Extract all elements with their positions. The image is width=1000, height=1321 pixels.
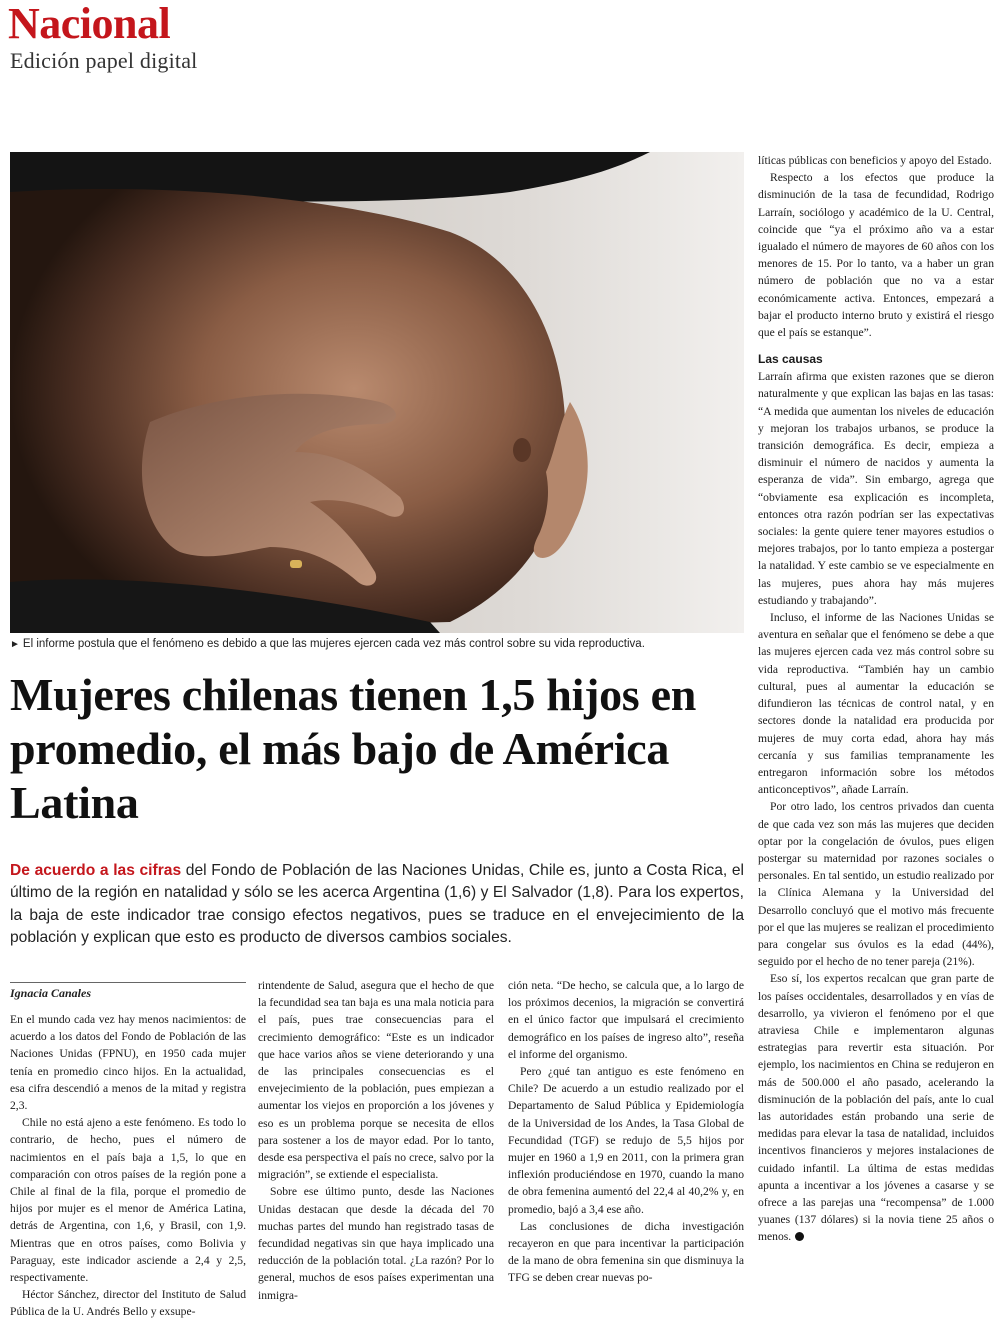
paragraph: Respecto a los efectos que produce la disminución de la tasa de fecundidad, Rodrigo Larraín, sociólogo y académico de la U. Central, coincide que “ya el próximo año va a estar igualado el número de mayores de 60 años con los menores de 15. Por lo tanto, va a haber un gran número de población que no va a estar económicamente activa. Entonces, empezará a bajar el producto interno bruto y existirá el riesgo que el país se estanque”. bbox=[758, 171, 994, 340]
body-column-4 bbox=[758, 152, 994, 1246]
byline: Ignacia Canales bbox=[10, 986, 92, 1000]
article-headline: Mujeres chilenas tienen 1,5 hijos en promedio, el más bajo de América Latina bbox=[10, 669, 696, 828]
byline-divider bbox=[10, 982, 246, 983]
lede-lead-in: De acuerdo a las cifras bbox=[10, 862, 182, 879]
paragraph: Héctor Sánchez, director del Instituto de Salud Pública de la U. Andrés Bello y exsupe- bbox=[10, 1288, 246, 1319]
article-lede bbox=[10, 860, 744, 950]
subhead-las-causas: Las causas bbox=[758, 352, 823, 367]
photo-caption bbox=[10, 638, 744, 650]
paragraph: líticas públicas con beneficios y apoyo del Estado. bbox=[758, 154, 992, 167]
pregnancy-photo bbox=[10, 152, 744, 633]
paragraph: Las conclusiones de dicha investigación recayeron en que para incentivar la participación de la mano de obra femenina sin que disminuya la TFG se deben crear nuevas po- bbox=[508, 1219, 744, 1285]
paragraph: Chile no está ajeno a este fenómeno. Es todo lo contrario, de hecho, pues el número de nacimientos en el país baja a 1,5, lo que en comparación con otros países de la región pone a Chile al final de la fila, porque el promedio de hijos por mujer es el menor de América Latina, detrás de Argentina, con 1,6, y Brasil, con 1,9. Mientras que en otros países, como Bolivia y Paraguay, este indicador asciende a 2,4 y 2,5, respectivamente. bbox=[10, 1116, 246, 1285]
end-of-article-icon bbox=[795, 1232, 804, 1241]
lede-text: del Fondo de Población de las Naciones Unidas, Chile es, junto a Costa Rica, el último de la región en natalidad y sólo se les acerca Argentina (1,6) y El Salvador (1,8). Para los expertos, la baja de este indicador trae consigo efectos negativos, pues se traduce en el envejecimiento de la población y explican que esto es producto de diversos cambios sociales. bbox=[10, 862, 744, 947]
caption-text: El informe postula que el fenómeno es debido a que las mujeres ejercen cada vez más control sobre su vida reproductiva. bbox=[22, 638, 645, 650]
paragraph: Pero ¿qué tan antiguo es este fenómeno en Chile? De acuerdo a un estudio realizado por el Departamento de Salud Pública y Epidemiología de la Universidad de los Andes, la Tasa Global de Fecundidad (TGF) se redujo de 5,5 hijos por mujer en 1960 a 1,9 en 2011, con la primera gran inflexión produciéndose en 1970, cuando la mano de obra femenina aumentó del 22,4 al 40,2% y, en promedio, bajó a 3,4 ese año. bbox=[508, 1065, 744, 1216]
paragraph-text: Eso sí, los expertos recalcan que gran parte de los países occidentales, desarrollados y en vías de desarrollo, ya vivieron el fenómeno por el que atraviesa Chile e implementaron algunas estrategias para revertir esta situación. Por ejemplo, los nacimientos en China se redujeron en más de 500.000 el año pasado, acelerando la disminución de la población del país, ante lo cual las autoridades están probando una serie de medidas para elevar la tasa de natalidad, incluidos incentivos financieros y mejores instalaciones de cuidado infantil. La última de estas medidas apunta a incentivar a los jóvenes a casarse y se ofrece a las parejas una “recompensa” de 1.000 yuanes (137 dólares) si la novia tiene 25 años o menos. bbox=[758, 972, 994, 1244]
body-column-1 bbox=[10, 1011, 246, 1321]
paragraph: En el mundo cada vez hay menos nacimientos: de acuerdo a los datos del Fondo de Población de las Naciones Unidas (FPNU), en 1950 cada mujer tenía en promedio cinco hijos. En la actualidad, esa cifra descendió a menos de la mitad y registra 2,3. bbox=[10, 1013, 246, 1113]
paragraph: rintendente de Salud, asegura que el hecho de que la fecundidad sea tan baja es una mala noticia para el país, pues trae consecuencias para el crecimiento demográfico: “Este es un indicador que hace varios años se viene deteriorando y una de las principales consecuencias es el envejecimiento de la población, pues empiezan a aumentar los viejos en proporción a los jóvenes y eso es un problema porque se necesita de ellos para sostener a los de mayor edad. Por lo tanto, desde esa perspectiva el país no crece, salvo por la migración”, se extiende el especialista. bbox=[258, 979, 494, 1182]
edition-subtitle: Edición papel digital bbox=[10, 48, 198, 73]
paragraph: Por otro lado, los centros privados dan cuenta de que cada vez son más las mujeres que deciden optar por la congelación de óvulos, pues eligen postergar su maternidad por razones sociales o personales. En tal sentido, un estudio realizado por la Clínica Alemana y la Universidad del Desarrollo concluyó que el motivo más frecuente por el que las mujeres se realizan el procedimiento para congelar sus óvulos es la edad (44%), seguido por el hecho de no tener pareja (21%). bbox=[758, 800, 994, 969]
caption-marker-icon: ► bbox=[10, 639, 20, 650]
body-column-2 bbox=[258, 977, 494, 1304]
body-column-3 bbox=[508, 977, 744, 1287]
paragraph: Sobre ese último punto, desde las Naciones Unidas destacan que desde la década del 70 muchas partes del mundo han registrado tasas de fecundidad negativas sin que haya implicado una reducción de la población total. ¿La razón? Por lo general, muchos de esos países experimentan una inmigra- bbox=[258, 1185, 494, 1302]
paragraph: Larraín afirma que existen razones que se dieron naturalmente y que explican las bajas en las tasas: “A medida que aumentan los niveles de educación y mejoran los trabajos urbanos, se produce la transición demográfica. Es decir, empieza a disminuir el número de nacidos y aumenta la esperanza de vida”. Sin embargo, agrega que “obviamente esa explicación es incompleta, entonces otra razón podrían ser las expectativas sociales: la gente quiere tener mayores estudios o mejores trabajos, por lo tanto empieza a postergar la natalidad. Y este cambio se ve especialmente en las mujeres, pues ahora hay más mujeres estudiando y trabajando”. bbox=[758, 370, 994, 607]
paragraph bbox=[758, 970, 994, 1245]
paragraph: Incluso, el informe de las Naciones Unidas se aventura en señalar que el fenómeno se debe a que las mujeres ejercen cada vez más control sobre su vida reproductiva. “También hay un cambio cultural, pues al aumentar la educación se difundieron las técnicas de control natal, y en sectores donde la natalidad era producida por mujeres de muy corta edad, ahora hay más cercanía y sus familias tempranamente les entregaron información sobre los métodos anticonceptivos”, añade Larraín. bbox=[758, 611, 994, 797]
section-title: Nacional bbox=[8, 0, 171, 48]
paragraph: ción neta. “De hecho, se calcula que, a lo largo de los próximos decenios, la migración se convertirá en el único factor que impulsará el crecimiento demográfico en los países de ingreso alto”, reseña el informe del organismo. bbox=[508, 979, 744, 1061]
